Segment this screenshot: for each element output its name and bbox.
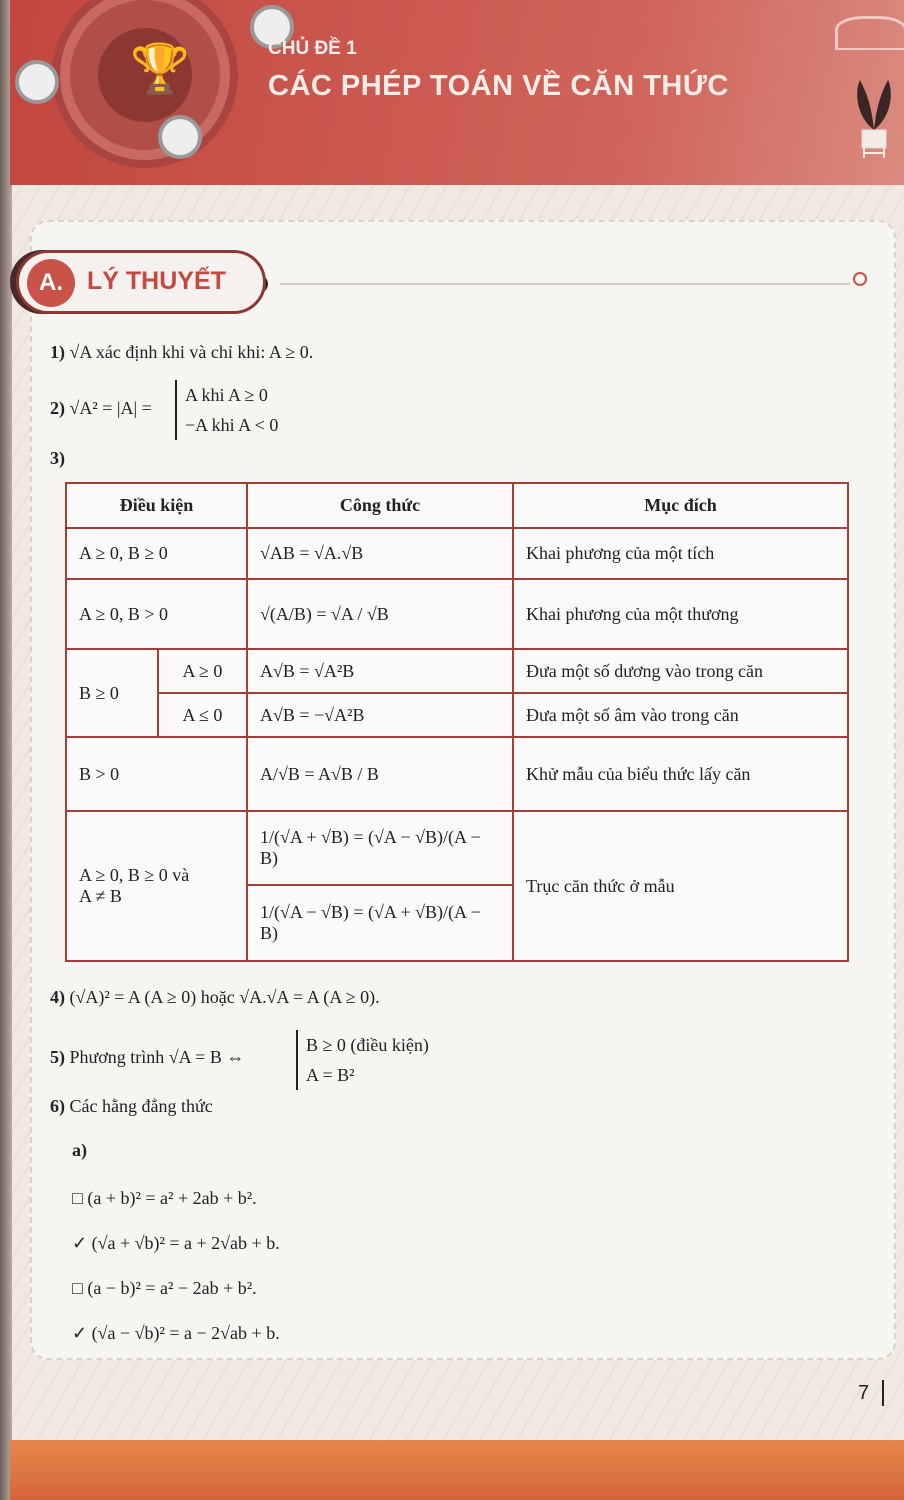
section-title: LÝ THUYẾT [87, 267, 226, 295]
identity-text: (a + b)² = a² + 2ab + b². [87, 1188, 257, 1208]
divider-line [280, 283, 850, 285]
formula-table [65, 482, 849, 962]
ring-decoration [853, 272, 867, 286]
page-number-bar [882, 1380, 884, 1406]
header-condition: Điều kiện [66, 483, 247, 528]
case-1: B ≥ 0 (điều kiện) [306, 1035, 429, 1055]
trophy-icon: 🏆 [130, 43, 190, 96]
case-1: A khi A ≥ 0 [185, 385, 268, 405]
item-2 [50, 398, 152, 419]
checkbox-icon: □ [72, 1188, 83, 1208]
cell-condition [66, 811, 247, 961]
cell-purpose: Đưa một số dương vào trong căn [513, 649, 848, 693]
cell-formula: A√B = −√A²B [247, 693, 513, 737]
circle-decoration [15, 60, 59, 104]
item-label: Phương trình [69, 1047, 165, 1067]
case-2: A = B² [306, 1065, 355, 1085]
cell-condition: A ≥ 0, B > 0 [66, 579, 247, 649]
condition-line: A ≥ 0, B ≥ 0 và [79, 865, 190, 885]
identity-line [72, 1176, 280, 1221]
item-3-number: 3) [50, 448, 65, 468]
sub-item-a: a) [72, 1140, 87, 1160]
identity-line [72, 1311, 280, 1356]
item-text: (√A)² = A (A ≥ 0) hoặc √A.√A = A (A ≥ 0). [69, 987, 380, 1007]
identity-list [72, 1176, 280, 1356]
item-5 [50, 1047, 244, 1068]
piecewise [175, 380, 278, 440]
cell-formula: A√B = √A²B [247, 649, 513, 693]
equation-system [296, 1030, 429, 1090]
item-label: Các hằng đẳng thức [69, 1096, 213, 1116]
cell-purpose: Khai phương của một thương [513, 579, 848, 649]
item-number: 2) [50, 398, 65, 418]
book-spine [0, 0, 12, 1500]
checkbox-icon: □ [72, 1278, 83, 1298]
item-number: 1) [50, 342, 65, 362]
identity-text: (a − b)² = a² − 2ab + b². [87, 1278, 257, 1298]
circle-decoration [158, 115, 202, 159]
table-row [66, 737, 848, 811]
item-number: 4) [50, 987, 65, 1007]
check-icon: ✓ [72, 1323, 88, 1343]
chapter-title: CÁC PHÉP TOÁN VỀ CĂN THỨC [268, 70, 729, 102]
topic-label: CHỦ ĐỀ 1 [268, 38, 357, 59]
item-6 [50, 1096, 213, 1117]
plant-icon [850, 75, 898, 160]
table-row [66, 693, 848, 737]
cell-formula: A/√B = A√B / B [247, 737, 513, 811]
cell-formula: 1/(√A + √B) = (√A − √B)/(A − B) [247, 811, 513, 885]
cell-subcondition: A ≥ 0 [158, 649, 247, 693]
table-row [66, 811, 848, 885]
condition-line: A ≠ B [79, 886, 122, 906]
bottom-band [10, 1440, 904, 1500]
identity-line [72, 1266, 280, 1311]
identity-line [72, 1221, 280, 1266]
cell-formula: √(A/B) = √A / √B [247, 579, 513, 649]
header-purpose: Mục đích [513, 483, 848, 528]
table-row [66, 528, 848, 579]
item-text: √A² = |A| = [69, 398, 152, 418]
identity-text: (√a − √b)² = a − 2√ab + b. [91, 1323, 280, 1343]
cell-subcondition: A ≤ 0 [158, 693, 247, 737]
table-row [66, 649, 848, 693]
cell-purpose: Khử mẫu của biểu thức lấy căn [513, 737, 848, 811]
trophy-emblem [60, 0, 230, 160]
lamp-icon [835, 16, 904, 50]
item-text: √A xác định khi và chỉ khi: A ≥ 0. [69, 342, 314, 362]
cell-purpose: Đưa một số âm vào trong căn [513, 693, 848, 737]
item-1 [50, 342, 313, 363]
cell-condition: A ≥ 0, B ≥ 0 [66, 528, 247, 579]
cell-purpose: Trục căn thức ở mẫu [513, 811, 848, 961]
page-number: 7 [858, 1382, 870, 1404]
header-formula: Công thức [247, 483, 513, 528]
cell-formula: √AB = √A.√B [247, 528, 513, 579]
item-4 [50, 987, 380, 1008]
table-row [66, 579, 848, 649]
cell-condition: B ≥ 0 [66, 649, 158, 737]
cell-purpose: Khai phương của một tích [513, 528, 848, 579]
case-2: −A khi A < 0 [185, 415, 279, 435]
identity-text: (√a + √b)² = a + 2√ab + b. [91, 1233, 280, 1253]
item-number: 6) [50, 1096, 65, 1116]
cell-condition: B > 0 [66, 737, 247, 811]
cell-formula: 1/(√A − √B) = (√A + √B)/(A − B) [247, 885, 513, 961]
section-letter: A. [27, 259, 75, 307]
section-heading [16, 250, 266, 314]
check-icon: ✓ [72, 1233, 88, 1253]
item-text: √A = B ⇔ [168, 1047, 245, 1067]
item-number: 5) [50, 1047, 65, 1067]
